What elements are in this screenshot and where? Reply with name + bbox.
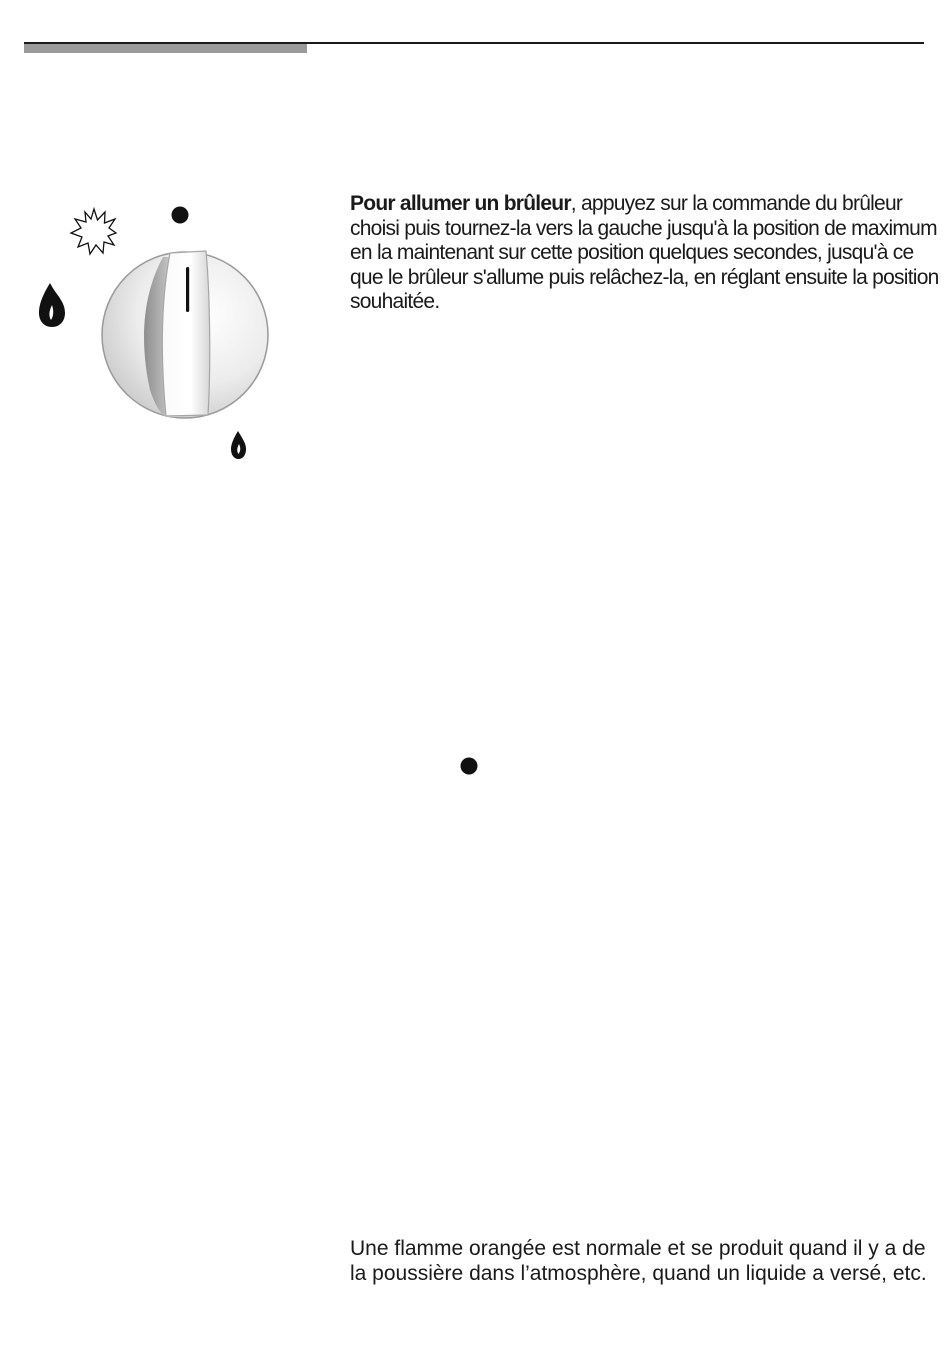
ignition-instructions bbox=[350, 192, 940, 315]
off-dot-icon bbox=[172, 207, 189, 224]
burner-knob-illustration bbox=[30, 195, 290, 470]
header-rule-accent bbox=[24, 44, 307, 53]
ignition-body: , appuyez sur la commande du brûleur choisi puis tournez-la vers la gauche jusqu'à la position de maximum en la maintenant sur cette position quelques secondes, jusqu'à ce que le brûleur s'allume puis relâchez-la, en réglant ensuite la position souhaitée. bbox=[350, 192, 939, 313]
small-flame-icon bbox=[231, 431, 246, 459]
off-dot-icon bbox=[459, 756, 479, 776]
ignition-lead: Pour allumer un brûleur bbox=[350, 192, 571, 215]
control-knob bbox=[102, 251, 268, 418]
large-flame-icon bbox=[39, 283, 65, 327]
orange-flame-note: Une flamme orangée est normale et se produit quand il y a de la poussière dans l’atmosphère, quand un liquide a versé, etc. bbox=[350, 1237, 927, 1285]
spark-icon bbox=[71, 209, 116, 254]
